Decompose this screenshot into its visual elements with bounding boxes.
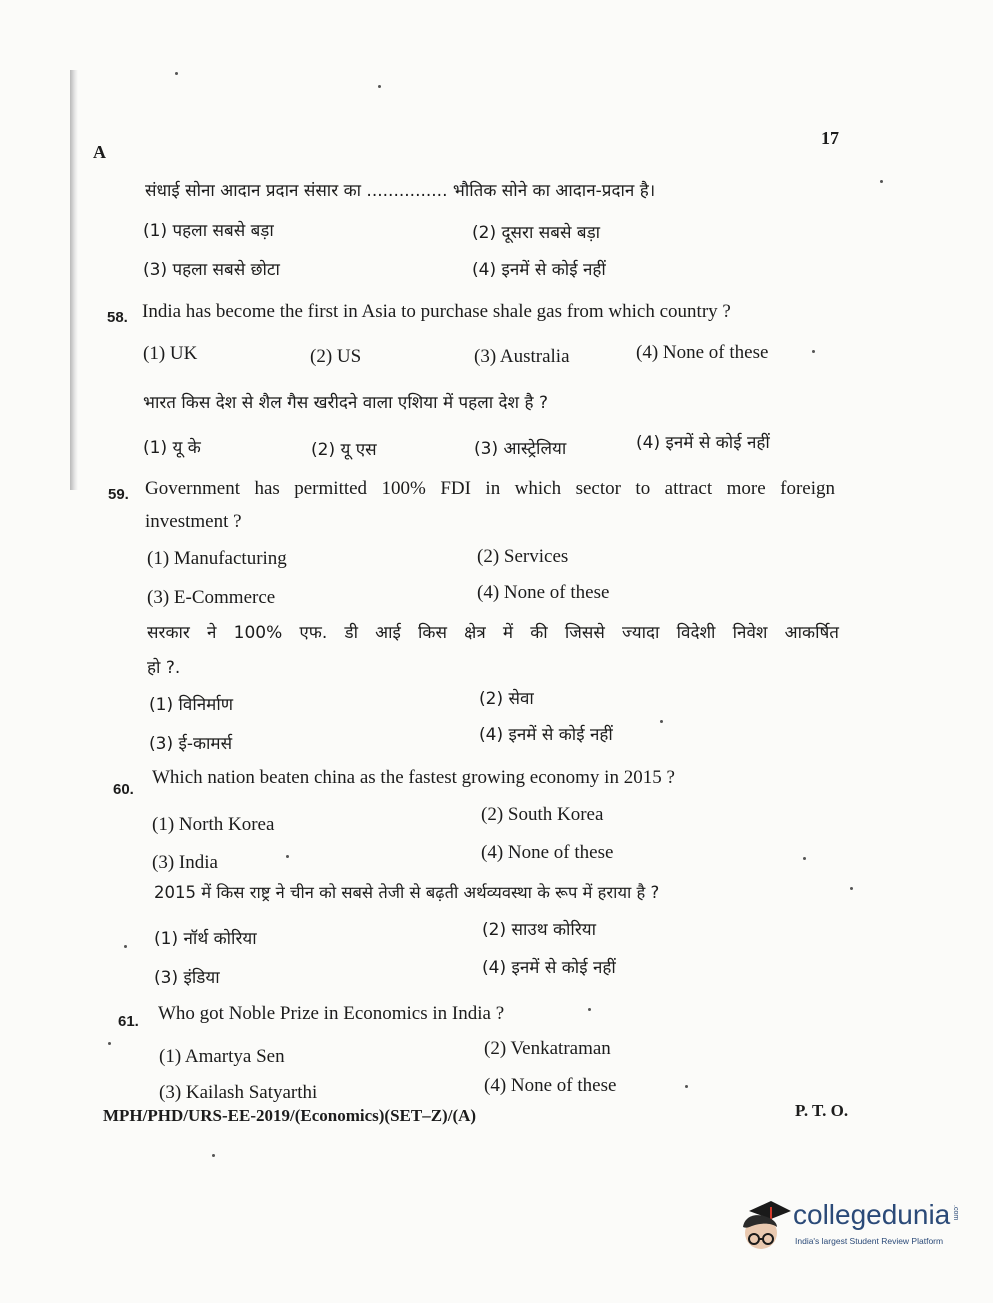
q58-hindi-stem: भारत किस देश से शैल गैस खरीदने वाला एशिया में पहला देश है ? xyxy=(143,393,548,413)
binding-shadow xyxy=(70,70,78,490)
q60-hi-option-1: (1) नॉर्थ कोरिया xyxy=(154,929,257,949)
q60-hi-option-2: (2) साउथ कोरिया xyxy=(482,920,597,940)
q57-option-4: (4) इनमें से कोई नहीं xyxy=(472,260,606,280)
q60-en-option-1: (1) North Korea xyxy=(152,814,275,835)
speck xyxy=(175,72,178,75)
q58-number: 58. xyxy=(107,309,128,326)
speck xyxy=(850,887,853,890)
speck xyxy=(124,945,127,948)
q59-english-stem-line2: investment ? xyxy=(145,511,242,532)
pto-label: P. T. O. xyxy=(795,1101,849,1120)
q59-number: 59. xyxy=(108,486,129,503)
q59-en-option-1: (1) Manufacturing xyxy=(147,548,287,569)
q58-en-option-3: (3) Australia xyxy=(474,346,570,367)
q60-hi-option-3: (3) इंडिया xyxy=(154,968,220,988)
speck xyxy=(812,350,815,353)
q59-hi-option-1: (1) विनिर्माण xyxy=(149,695,234,715)
section-letter: A xyxy=(93,142,106,162)
q59-english-stem-line1: Government has permitted 100% FDI in which sector to attract more foreign xyxy=(145,478,835,499)
speck xyxy=(588,1008,591,1011)
q61-en-option-1: (1) Amartya Sen xyxy=(159,1046,285,1067)
q60-hindi-stem: 2015 में किस राष्ट्र ने चीन को सबसे तेजी से बढ़ती अर्थव्यवस्था के रूप में हराया है ? xyxy=(154,883,660,902)
speck xyxy=(660,720,663,723)
q60-english-stem: Which nation beaten china as the fastest growing economy in 2015 ? xyxy=(152,767,675,788)
q60-hi-option-4: (4) इनमें से कोई नहीं xyxy=(482,958,616,978)
q58-en-option-4: (4) None of these xyxy=(636,342,769,363)
q61-en-option-3: (3) Kailash Satyarthi xyxy=(159,1082,318,1103)
q59-en-option-2: (2) Services xyxy=(477,546,569,567)
speck xyxy=(108,1042,111,1045)
q59-en-option-4: (4) None of these xyxy=(477,582,610,603)
q58-hi-option-1: (1) यू के xyxy=(143,438,201,458)
q57-option-3: (3) पहला सबसे छोटा xyxy=(143,260,280,280)
speck xyxy=(286,855,289,858)
q61-number: 61. xyxy=(118,1013,139,1030)
brand-tagline: India's largest Student Review Platform xyxy=(795,1236,944,1246)
q58-en-option-2: (2) US xyxy=(310,346,362,367)
q60-en-option-4: (4) None of these xyxy=(481,842,614,863)
q59-hindi-stem-line2: हो ?. xyxy=(147,658,181,678)
speck xyxy=(880,180,883,183)
q58-english-stem: India has become the first in Asia to purchase shale gas from which country ? xyxy=(142,301,731,322)
q57-hindi-stem: संधाई सोना आदान प्रदान संसार का ............... भौतिक सोने का आदान-प्रदान है। xyxy=(145,181,656,201)
brand-domain: .com xyxy=(952,1205,959,1221)
speck xyxy=(212,1154,215,1157)
q58-en-option-1: (1) UK xyxy=(143,343,198,364)
speck xyxy=(803,857,806,860)
speck xyxy=(685,1085,688,1088)
q59-hindi-stem-line1: सरकार ने 100% एफ. डी आई किस क्षेत्र में की जिससे ज्यादा विदेशी निवेश आकर्षित xyxy=(147,623,839,643)
q60-number: 60. xyxy=(113,781,134,798)
q58-hi-option-3: (3) आस्ट्रेलिया xyxy=(474,439,567,459)
q60-en-option-2: (2) South Korea xyxy=(481,804,604,825)
speck xyxy=(378,85,381,88)
paper-code: MPH/PHD/URS-EE-2019/(Economics)(SET–Z)/(A) xyxy=(103,1106,477,1125)
brand-name: collegedunia xyxy=(793,1199,951,1230)
q61-en-option-2: (2) Venkatraman xyxy=(484,1038,611,1059)
q61-en-option-4: (4) None of these xyxy=(484,1075,617,1096)
q57-option-1: (1) पहला सबसे बड़ा xyxy=(143,221,274,241)
q59-hi-option-4: (4) इनमें से कोई नहीं xyxy=(479,725,613,745)
collegedunia-watermark xyxy=(737,1197,962,1259)
q57-option-2: (2) दूसरा सबसे बड़ा xyxy=(472,223,601,243)
q58-hi-option-2: (2) यू एस xyxy=(311,440,377,460)
q58-hi-option-4: (4) इनमें से कोई नहीं xyxy=(636,433,770,453)
q59-hi-option-3: (3) ई-कामर्स xyxy=(149,734,233,754)
q59-hi-option-2: (2) सेवा xyxy=(479,689,534,709)
q59-en-option-3: (3) E-Commerce xyxy=(147,587,276,608)
q61-english-stem: Who got Noble Prize in Economics in India ? xyxy=(158,1003,505,1024)
student-mascot-icon xyxy=(737,1197,793,1257)
page-number: 17 xyxy=(821,128,839,148)
q60-en-option-3: (3) India xyxy=(152,852,218,873)
